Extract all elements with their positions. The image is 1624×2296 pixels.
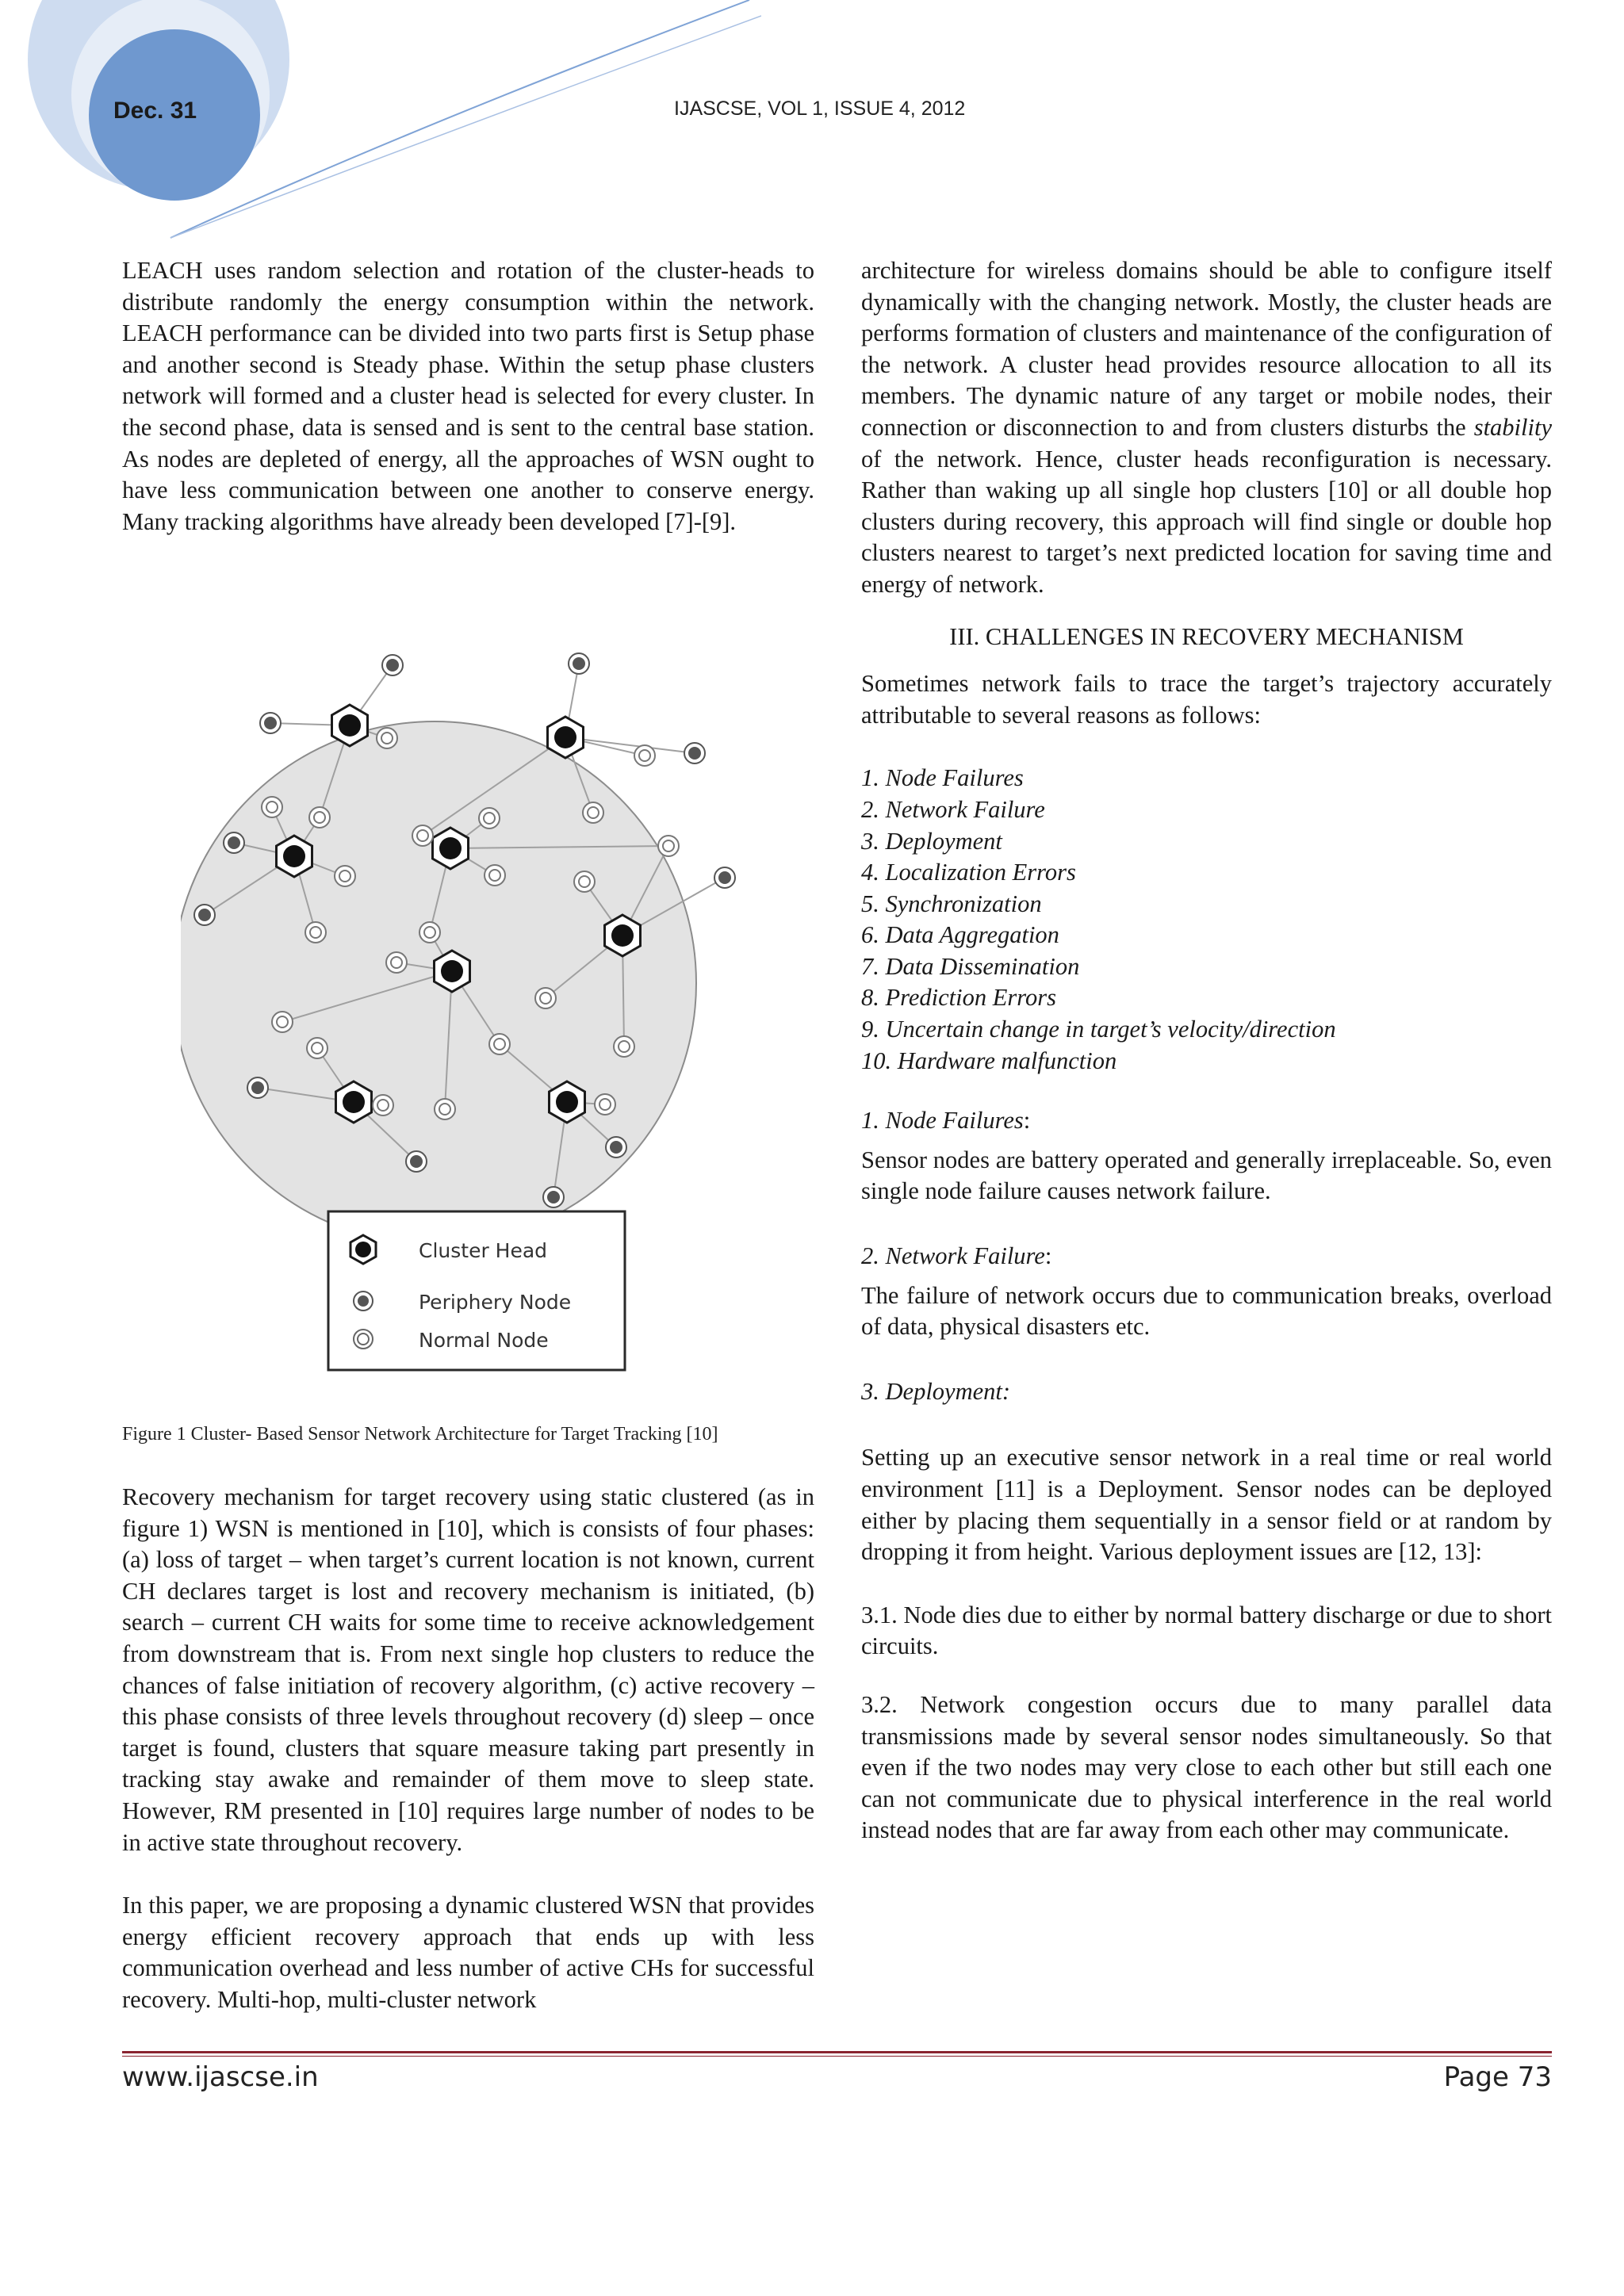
- paragraph-architecture: [861, 255, 1552, 601]
- journal-header: IJASCSE, VOL 1, ISSUE 4, 2012: [674, 98, 966, 120]
- cluster-head-node: [550, 1081, 585, 1123]
- right-column: [861, 255, 1552, 1846]
- subsection-network-failure: 2. Network Failure:: [861, 1242, 1052, 1270]
- footer-page-number: Page 73: [1443, 2061, 1552, 2093]
- paragraph-node-failures: Sensor nodes are battery operated and generally irreplaceable. So, even single node failure causes network failure.: [861, 1146, 1552, 1205]
- footer-website: www.ijascse.in: [122, 2061, 319, 2093]
- cluster-head-node: [548, 717, 584, 758]
- paragraph-reasons: Sometimes network fails to trace the target’s trajectory accurately attributable to several reasons as follows:: [861, 670, 1552, 729]
- challenge-item: 10. Hardware malfunction: [861, 1047, 1117, 1074]
- footer-rule-thin: [122, 2056, 1552, 2057]
- normal-node: [419, 922, 440, 943]
- periphery-node: [260, 713, 281, 733]
- cluster-head-node: [605, 915, 641, 956]
- legend-periphery-node: Periphery Node: [419, 1291, 572, 1314]
- normal-node: [307, 1038, 327, 1058]
- legend-cluster-head: Cluster Head: [419, 1239, 548, 1262]
- normal-node: [435, 1099, 455, 1119]
- normal-node: [574, 871, 595, 892]
- challenge-list: [861, 763, 1552, 1077]
- paragraph-proposal: In this paper, we are proposing a dynamic clustered WSN that provides energy efficient recovery approach that ends up with less communication overhead and less number of active CHs for successful recovery. Multi-hop, multi-cluster network: [122, 1892, 814, 2013]
- periphery-node: [684, 743, 705, 763]
- footer-rule: [122, 2051, 1552, 2053]
- paragraph-recovery: Recovery mechanism for target recovery using static clustered (as in figure 1) WSN is mentioned in [10], which is consists of four phases: (a) loss of target – when target’s current location is not known, current CH declares target is lost and recovery mechanism is initiated, (b) search – current CH waits for some time to receive acknowledgement from downstream that is. From next single hop clusters to reduce the chances of false initiation of recovery algorithm, (c) active recovery – this phase consists of three levels throughout recovery (d) sleep – once target is found, clusters that square measure taking part presently in tracking stay awake and remainder of them move to sleep state. However, RM presented in [10] requires large number of nodes to be in active state throughout recovery.: [122, 1483, 814, 1856]
- arch-text-b: of the network. Hence, cluster heads reconfiguration is necessary. Rather than waking up all single hop clusters [10] or all double hop clusters during recovery, this approach will find single or double hop clusters nearest to target’s next predicted location for saving time and energy of network.: [861, 445, 1552, 598]
- normal-node: [262, 797, 282, 817]
- subsection-deployment: 3. Deployment:: [861, 1377, 1011, 1405]
- sub1-title: 1. Node Failures: [861, 1107, 1024, 1135]
- periphery-node: [543, 1187, 564, 1207]
- legend-normal-node: Normal Node: [419, 1329, 549, 1352]
- issue-date: Dec. 31: [113, 98, 197, 124]
- sub2-title: 2. Network Failure: [861, 1242, 1045, 1270]
- arch-text-a: architecture for wireless domains should be able to configure itself dynamically with the changing network. Mostly, the cluster heads are performs formation of clusters and maintenance of the configuration of the network. A cluster head provides resource allocation to all its members. The dynamic nature of any target or mobile nodes, their connection or disconnection to and from clusters disturbs the: [861, 257, 1552, 441]
- cluster-head-node: [435, 951, 470, 992]
- challenge-item: 8. Prediction Errors: [861, 984, 1056, 1012]
- item-3-2: 3.2. Network congestion occurs due to many parallel data transmissions made by several sensor nodes simultaneously. So that even if the two nodes may very close to each other but still each one can not communicate due to physical interference in the real world instead nodes that are far away from each other may communicate.: [861, 1690, 1552, 1844]
- periphery-node: [382, 655, 403, 675]
- normal-node: [489, 1034, 510, 1054]
- challenge-item: 3. Deployment: [861, 827, 1002, 855]
- challenge-item: 5. Synchronization: [861, 890, 1042, 917]
- normal-node: [386, 952, 407, 973]
- normal-node: [583, 802, 603, 823]
- periphery-node: [247, 1077, 268, 1098]
- challenge-item: 9. Uncertain change in target’s velocity/direction: [861, 1016, 1336, 1043]
- normal-node: [535, 988, 556, 1008]
- network-link: [565, 737, 695, 753]
- normal-node: [377, 728, 397, 748]
- normal-node: [479, 808, 500, 828]
- normal-node: [658, 836, 679, 856]
- paragraph-leach: LEACH uses random selection and rotation of the cluster-heads to distribute randomly the energy consumption within the network. LEACH performance can be divided into two parts first is Setup phase and another second is Steady phase. Within the setup phase clusters network will formed and a cluster head is selected for every cluster. In the second phase, data is sensed and is sent to the central base station. As nodes are depleted of energy, all the approaches of WSN ought to have less communication between one another to conserve energy. Many tracking algorithms have already been developed [7]-[9].: [122, 257, 814, 535]
- left-column-top: [122, 255, 814, 538]
- challenge-item: 7. Data Dissemination: [861, 952, 1080, 980]
- periphery-node: [606, 1137, 626, 1158]
- normal-node: [614, 1036, 634, 1057]
- item-3-1: 3.1. Node dies due to either by normal battery discharge or due to short circuits.: [861, 1601, 1552, 1660]
- left-column-bottom: [122, 1482, 814, 2016]
- figure-legend: [328, 1211, 625, 1370]
- periphery-node: [194, 905, 215, 925]
- periphery-node: [569, 653, 589, 674]
- periphery-node: [224, 832, 244, 853]
- normal-node: [309, 807, 330, 828]
- subsection-node-failures: 1. Node Failures:: [861, 1107, 1031, 1135]
- cluster-head-node: [336, 1081, 372, 1123]
- normal-node: [412, 825, 433, 846]
- cluster-head-node: [277, 836, 312, 877]
- challenge-item: 4. Localization Errors: [861, 859, 1076, 886]
- corner-decoration: [0, 0, 761, 262]
- challenge-item: 2. Network Failure: [861, 795, 1045, 823]
- normal-node: [272, 1012, 293, 1032]
- normal-node: [634, 745, 655, 766]
- normal-node: [373, 1095, 393, 1115]
- normal-node: [485, 865, 505, 886]
- periphery-node: [714, 867, 735, 888]
- normal-node: [305, 922, 326, 943]
- cluster-network-figure: [181, 638, 752, 1387]
- challenge-item: 6. Data Aggregation: [861, 921, 1059, 949]
- arch-text-italic: stability: [1473, 413, 1552, 441]
- periphery-node: [406, 1151, 427, 1172]
- cluster-head-node: [433, 828, 469, 869]
- figure-caption: Figure 1 Cluster- Based Sensor Network Architecture for Target Tracking [10]: [122, 1424, 718, 1445]
- normal-node: [595, 1094, 615, 1115]
- section-heading: III. CHALLENGES IN RECOVERY MECHANISM: [949, 622, 1464, 650]
- paragraph-network-failure: The failure of network occurs due to communication breaks, overload of data, physical disasters etc.: [861, 1281, 1552, 1341]
- cluster-head-node: [332, 705, 368, 746]
- normal-node: [335, 866, 355, 886]
- challenge-item: 1. Node Failures: [861, 764, 1024, 792]
- paragraph-deployment: Setting up an executive sensor network in a real time or real world environment [11] is a Deployment. Sensor nodes can be deployed either by placing them sequentially in a sensor field or at random by dropping it from height. Various deployment issues are [12, 13]:: [861, 1444, 1552, 1566]
